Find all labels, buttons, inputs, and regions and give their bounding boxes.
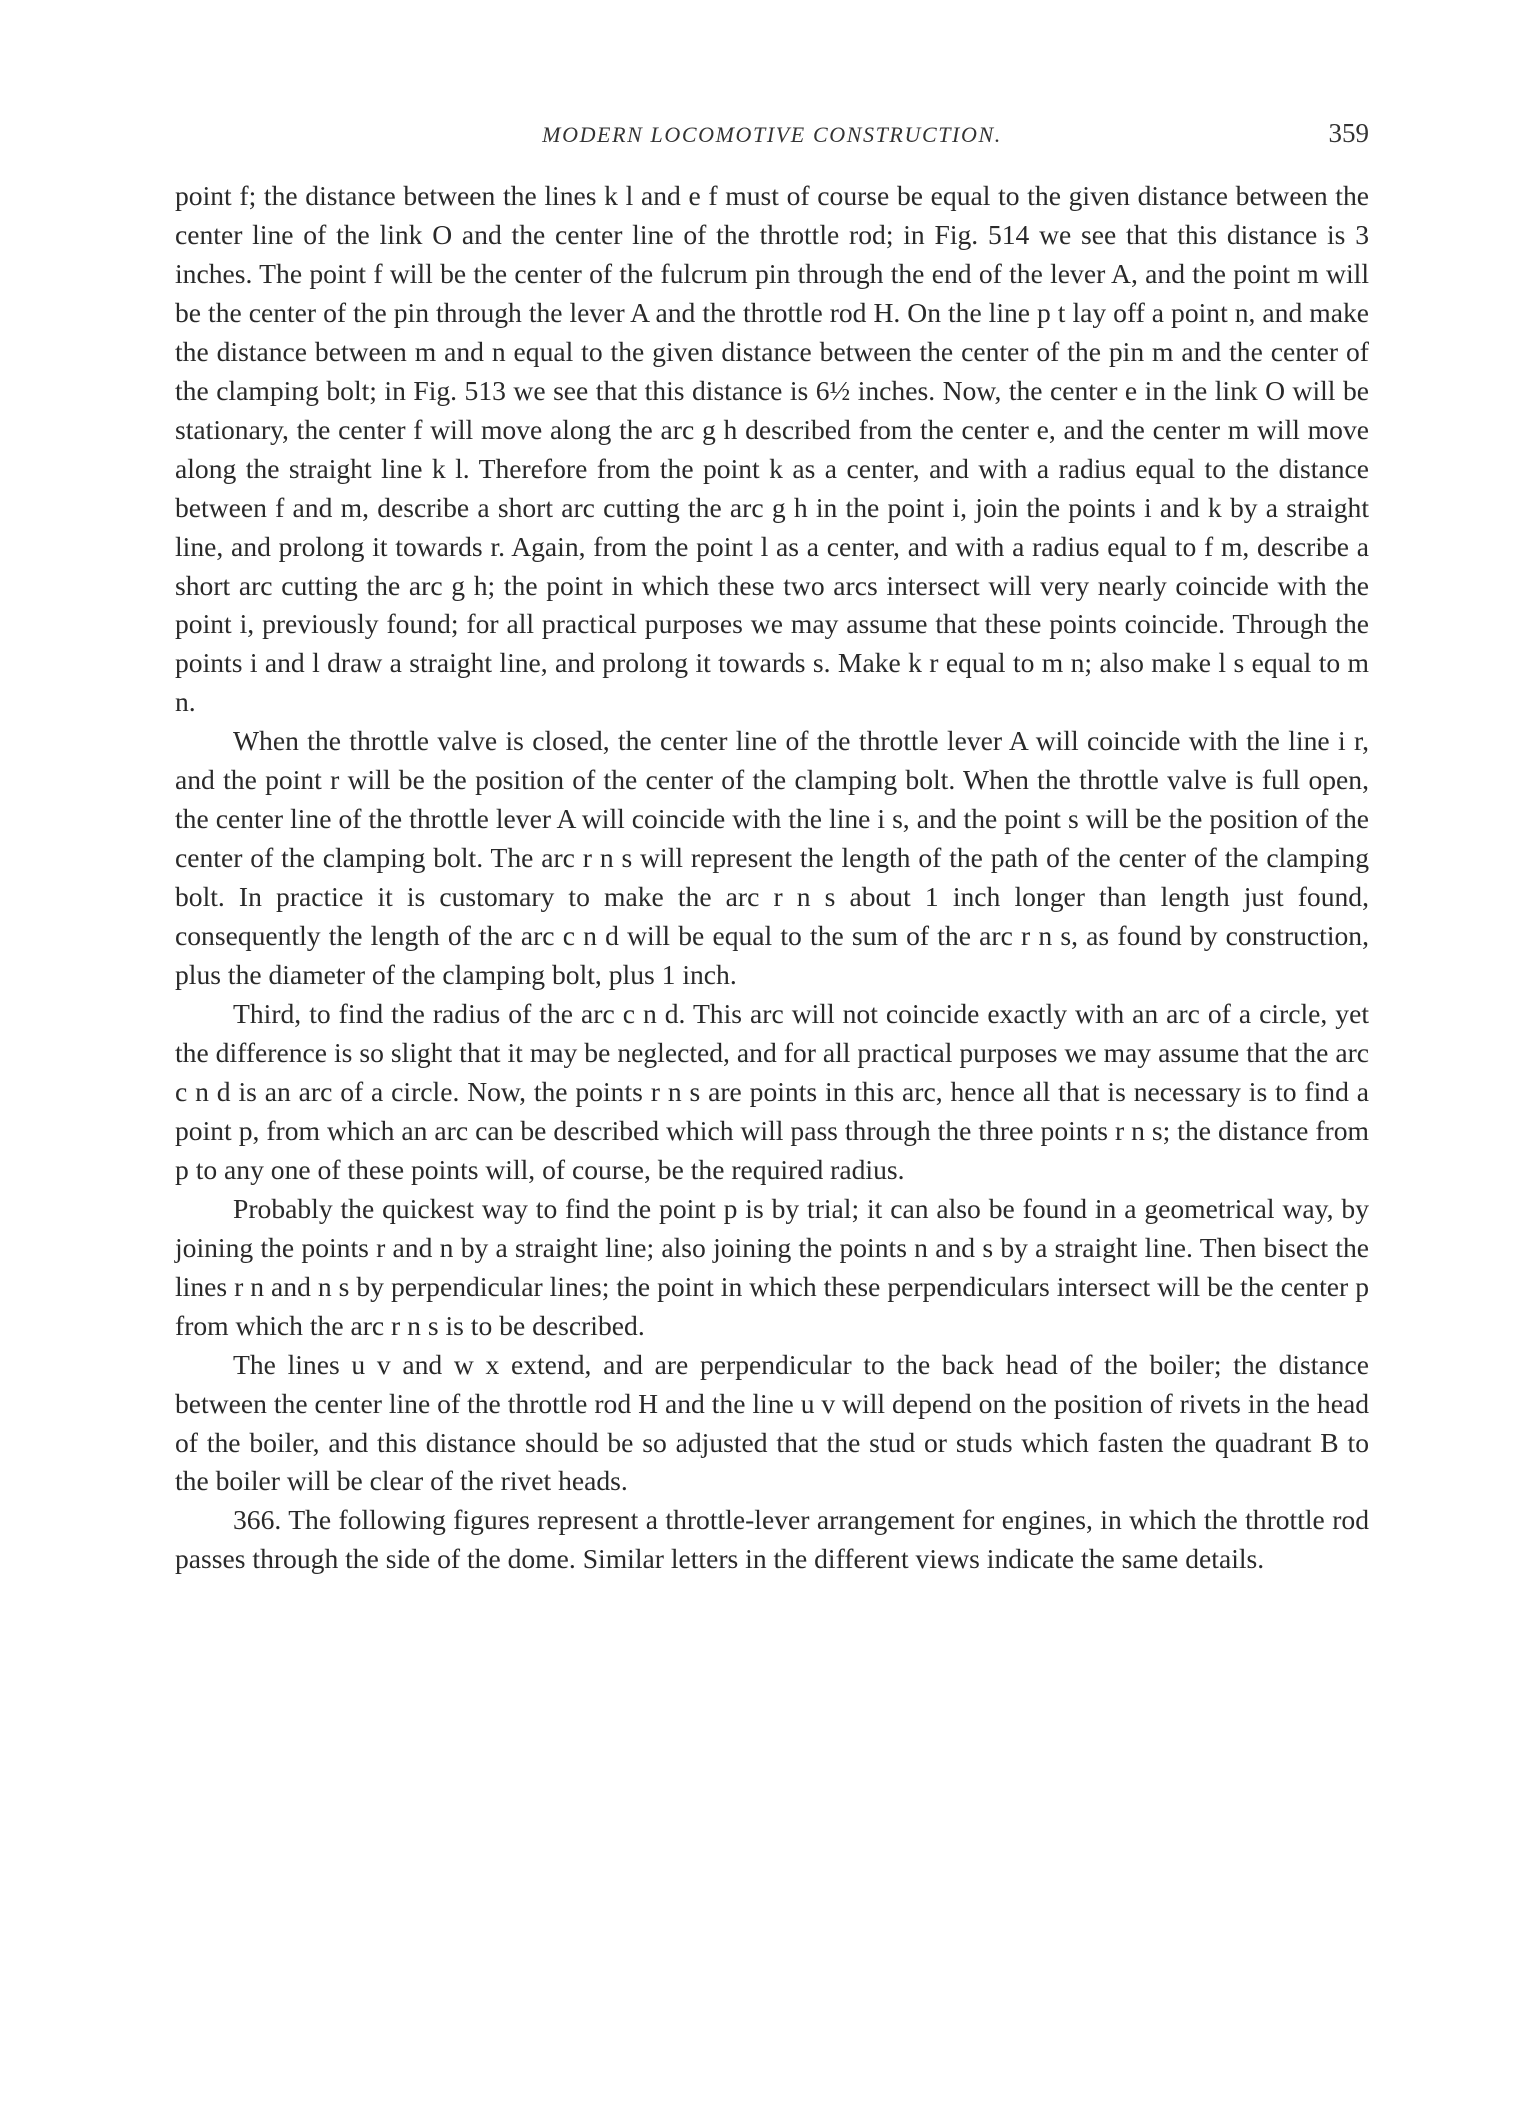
running-head (175, 118, 1369, 158)
paragraph: point f; the distance between the lines k l and e f must of course be equal to the given distance between the center line of the link O and the center line of the throttle rod; in Fig. 514 we see that this distance is 3 inches. The point f will be the center of the fulcrum pin through the end of the lever A, and the point m will be the center of the pin through the lever A and the throttle rod H. On the line p t lay off a point n, and make the distance between m and n equal to the given distance between the center of the pin m and the center of the clamping bolt; in Fig. 513 we see that this distance is 6½ inches. Now, the center e in the link O will be stationary, the center f will move along the arc g h described from the center e, and the center m will move along the straight line k l. Therefore from the point k as a center, and with a radius equal to the distance between f and m, describe a short arc cutting the arc g h in the point i, join the points i and k by a straight line, and prolong it towards r. Again, from the point l as a center, and with a radius equal to f m, describe a short arc cutting the arc g h; the point in which these two arcs intersect will very nearly coincide with the point i, previously found; for all practical purposes we may assume that these points coincide. Through the points i and l draw a straight line, and prolong it towards s. Make k r equal to m n; also make l s equal to m n. (175, 180, 1369, 718)
paragraph: The lines u v and w x extend, and are perpendicular to the back head of the boiler; the distance between the center line of the throttle rod H and the line u v will depend on the position of rivets in the head of the boiler, and this distance should be so adjusted that the stud or studs which fasten the quadrant B to the boiler will be clear of the rivet heads. (175, 1348, 1369, 1497)
paragraph: 366. The following figures represent a throttle-lever arrangement for engines, in which the throttle rod passes through the side of the dome. Similar letters in the different views indicate the same details. (175, 1504, 1369, 1575)
paragraph: Probably the quickest way to find the point p is by trial; it can also be found in a geometrical way, by joining the points r and n by a straight line; also joining the points n and s by a straight line. Then bisect the lines r n and n s by perpendicular lines; the point in which these perpendiculars intersect will be the center p from which the arc r n s is to be described. (175, 1192, 1369, 1341)
paragraph: When the throttle valve is closed, the center line of the throttle lever A will coincide with the line i r, and the point r will be the position of the center of the clamping bolt. When the throttle valve is full open, the center line of the throttle lever A will coincide with the line i s, and the point s will be the position of the center of the clamping bolt. The arc r n s will represent the length of the path of the center of the clamping bolt. In practice it is customary to make the arc r n s about 1 inch longer than length just found, consequently the length of the arc c n d will be equal to the sum of the arc r n s, as found by construction, plus the diameter of the clamping bolt, plus 1 inch. (175, 725, 1369, 991)
paragraph: Third, to find the radius of the arc c n d. This arc will not coincide exactly with an arc of a circle, yet the difference is so slight that it may be neglected, and for all practical purposes we may assume that the arc c n d is an arc of a circle. Now, the points r n s are points in this arc, hence all that is necessary is to find a point p, from which an arc can be described which will pass through the three points r n s; the distance from p to any one of these points will, of course, be the required radius. (175, 998, 1369, 1185)
page-number: 359 (1328, 118, 1369, 148)
body-text (175, 177, 1369, 1579)
running-title: MODERN LOCOMOTIVE CONSTRUCTION. (542, 122, 1002, 147)
